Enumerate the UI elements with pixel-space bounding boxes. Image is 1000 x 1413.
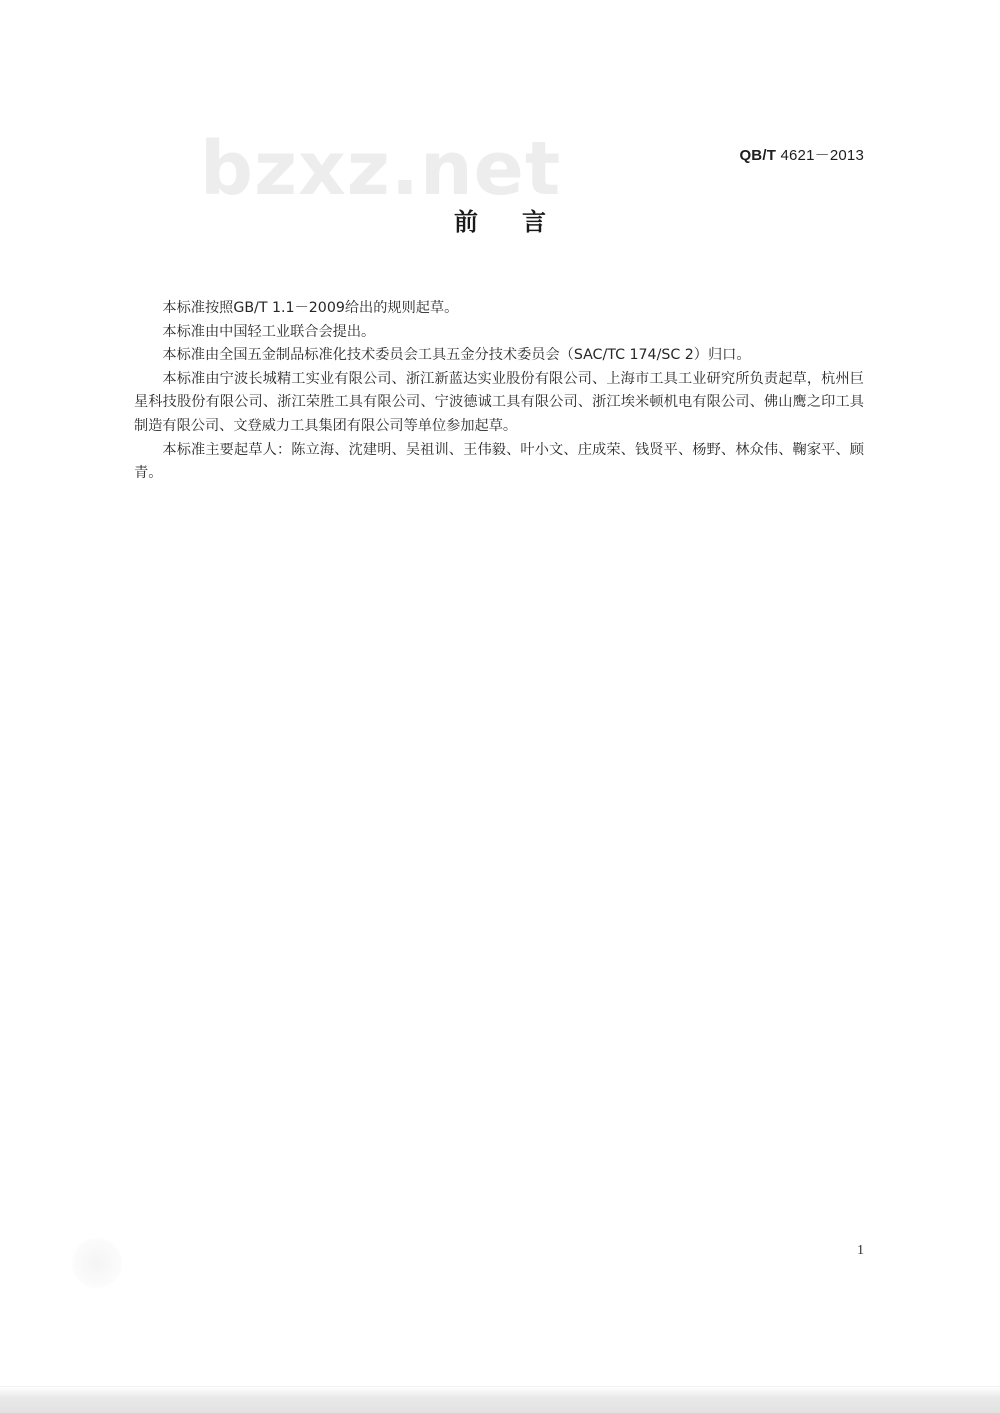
paragraph-committee: 本标准由全国五金制品标准化技术委员会工具五金分技术委员会（SAC/TC 174/SC 2）归口。: [162, 347, 751, 364]
paragraph-drafting-units: 本标准由宁波长城精工实业有限公司、浙江新蓝达实业股份有限公司、上海市工具工业研究所负责起草，杭州巨星科技股份有限公司、浙江荣胜工具有限公司、宁波德诚工具有限公司、浙江埃米顿机电有限公司、佛山鹰之印工具制造有限公司、文登威力工具集团有限公司等单位参加起草。: [134, 370, 864, 434]
standard-prefix: QB/T: [739, 147, 777, 164]
paragraph-proposer: 本标准由中国轻工业联合会提出。: [162, 323, 376, 340]
page-number: 1: [857, 1243, 864, 1258]
watermark-logo: bzxz.net: [200, 126, 562, 212]
foreword-body: [134, 297, 864, 486]
standard-number: 4621－2013: [780, 147, 864, 164]
paragraph-drafting-rules: 本标准按照GB/T 1.1－2009给出的规则起草。: [162, 300, 459, 316]
paragraph-drafters: 本标准主要起草人：陈立海、沈建明、吴祖训、王伟毅、叶小文、庄成荣、钱贤平、杨野、林众伟、鞠家平、顾青。: [134, 441, 864, 482]
page-title: 前言: [454, 208, 590, 236]
standard-code: [739, 144, 864, 165]
scan-smudge: [72, 1238, 122, 1288]
page-bottom-edge: [0, 1386, 1000, 1413]
